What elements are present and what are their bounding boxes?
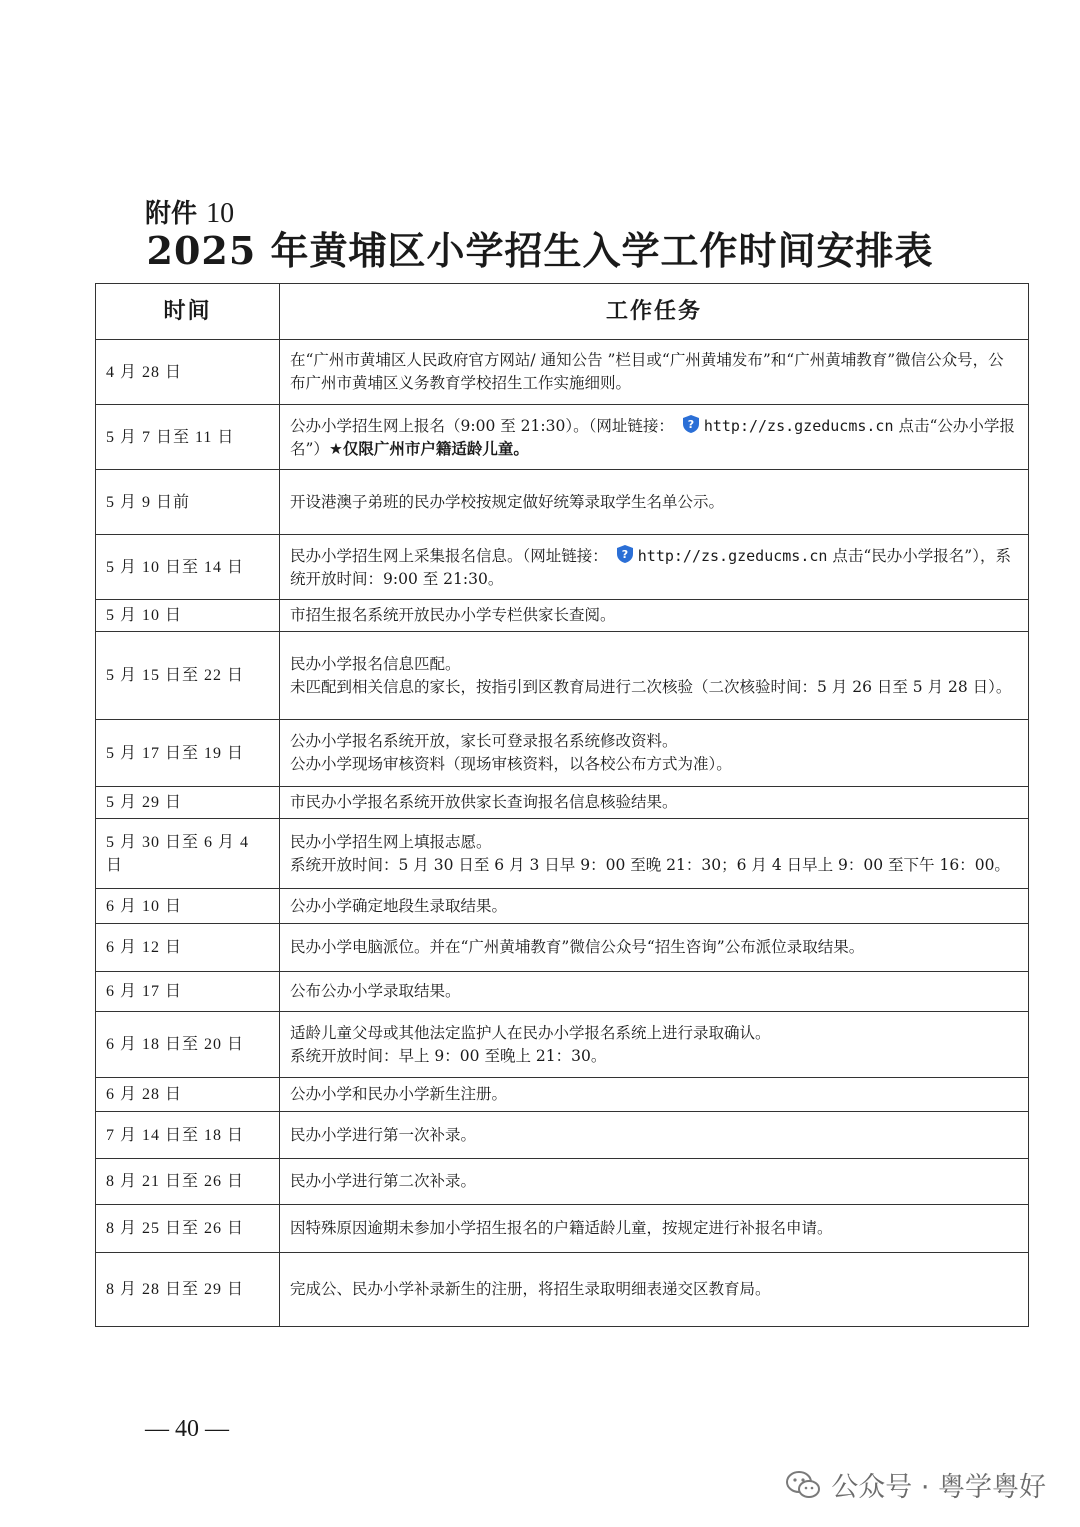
row-date: 5 月 7 日至 11 日 <box>96 405 280 470</box>
table-row <box>96 924 1029 972</box>
table-row <box>96 720 1029 787</box>
row-task: 公布公办小学录取结果。 <box>280 972 1029 1012</box>
row-task: 公办小学报名系统开放，家长可登录报名系统修改资料。 公办小学现场审核资料（现场审核资料，以各校公布方式为准）。 <box>280 720 1029 787</box>
column-header-task: 工作任务 <box>280 284 1029 340</box>
table-row <box>96 600 1029 632</box>
shield-icon <box>616 544 634 564</box>
row-task: 完成公、民办小学补录新生的注册，将招生录取明细表递交区教育局。 <box>280 1253 1029 1327</box>
row-date: 5 月 15 日至 22 日 <box>96 632 280 720</box>
table-row <box>96 340 1029 405</box>
watermark-text: 公众号 · 粤学粤好 <box>831 1472 1046 1503</box>
row-task: 民办小学电脑派位。并在“广州黄埔教育”微信公众号“招生咨询”公布派位录取结果。 <box>280 924 1029 972</box>
row-date: 5 月 17 日至 19 日 <box>96 720 280 787</box>
table-row <box>96 535 1029 600</box>
row-date: 4 月 28 日 <box>96 340 280 405</box>
row-task: 民办小学进行第一次补录。 <box>280 1112 1029 1159</box>
row-date: 8 月 28 日至 29 日 <box>96 1253 280 1327</box>
table-row <box>96 1112 1029 1159</box>
row-task: 民办小学进行第二次补录。 <box>280 1159 1029 1205</box>
attachment-label: 附件 10 <box>145 198 235 229</box>
table-row <box>96 405 1029 470</box>
row-date: 5 月 9 日前 <box>96 470 280 535</box>
shield-icon <box>682 414 700 434</box>
row-task: 民办小学招生网上采集报名信息。（网址链接： ? http://zs.gzeducms.cn 点击“民办小学报名”），系统开放时间：9:00 至 21:30。 <box>280 535 1029 600</box>
row-date: 6 月 28 日 <box>96 1078 280 1112</box>
wechat-icon <box>785 1470 821 1500</box>
row-date: 8 月 21 日至 26 日 <box>96 1159 280 1205</box>
table-row <box>96 1253 1029 1327</box>
row-date: 6 月 12 日 <box>96 924 280 972</box>
row-date: 6 月 17 日 <box>96 972 280 1012</box>
table-row <box>96 972 1029 1012</box>
row-date: 5 月 10 日 <box>96 600 280 632</box>
page-number: — 40 — <box>145 1416 229 1442</box>
table-row <box>96 632 1029 720</box>
url-link[interactable]: http://zs.gzeducms.cn <box>637 546 828 565</box>
column-header-time: 时间 <box>96 284 280 340</box>
table-row <box>96 1159 1029 1205</box>
row-task: 市民办小学报名系统开放供家长查询报名信息核验结果。 <box>280 787 1029 819</box>
table-header-row <box>96 284 1029 340</box>
table-row <box>96 470 1029 535</box>
row-task: 市招生报名系统开放民办小学专栏供家长查阅。 <box>280 600 1029 632</box>
row-date: 8 月 25 日至 26 日 <box>96 1205 280 1253</box>
row-task: 在“广州市黄埔区人民政府官方网站/ 通知公告 ”栏目或“广州黄埔发布”和“广州黄埔教育”微信公众号，公布广州市黄埔区义务教育学校招生工作实施细则。 <box>280 340 1029 405</box>
svg-text:?: ? <box>687 417 695 431</box>
row-date: 5 月 30 日至 6 月 4 日 <box>96 819 280 889</box>
page-title: 2025 年黄埔区小学招生入学工作时间安排表 <box>146 228 934 273</box>
table-row <box>96 1205 1029 1253</box>
row-task: 公办小学招生网上报名（9:00 至 21:30）。（网址链接： ? http://zs.gzeducms.cn 点击“公办小学报名”）★仅限广州市户籍适龄儿童。 <box>280 405 1029 470</box>
row-date: 6 月 18 日至 20 日 <box>96 1012 280 1078</box>
svg-text:?: ? <box>621 547 628 561</box>
table-row <box>96 1078 1029 1112</box>
table-row <box>96 819 1029 889</box>
schedule-table <box>95 283 1029 1327</box>
row-date: 6 月 10 日 <box>96 889 280 924</box>
table-row <box>96 889 1029 924</box>
watermark <box>785 1465 1046 1504</box>
row-date: 5 月 29 日 <box>96 787 280 819</box>
row-task: 民办小学招生网上填报志愿。 系统开放时间：5 月 30 日至 6 月 3 日早 9：00 至晚 21：30；6 月 4 日早上 9：00 至下午 16：00。 <box>280 819 1029 889</box>
row-task: 因特殊原因逾期未参加小学招生报名的户籍适龄儿童，按规定进行补报名申请。 <box>280 1205 1029 1253</box>
row-date: 7 月 14 日至 18 日 <box>96 1112 280 1159</box>
row-task: 开设港澳子弟班的民办学校按规定做好统筹录取学生名单公示。 <box>280 470 1029 535</box>
row-task: 民办小学报名信息匹配。 未匹配到相关信息的家长，按指引到区教育局进行二次核验（二次核验时间：5 月 26 日至 5 月 28 日）。 <box>280 632 1029 720</box>
table-row <box>96 1012 1029 1078</box>
row-task: 公办小学确定地段生录取结果。 <box>280 889 1029 924</box>
row-task: 适龄儿童父母或其他法定监护人在民办小学报名系统上进行录取确认。 系统开放时间：早上 9：00 至晚上 21：30。 <box>280 1012 1029 1078</box>
url-link[interactable]: http://zs.gzeducms.cn <box>703 416 894 435</box>
row-date: 5 月 10 日至 14 日 <box>96 535 280 600</box>
table-row <box>96 787 1029 819</box>
row-task: 公办小学和民办小学新生注册。 <box>280 1078 1029 1112</box>
